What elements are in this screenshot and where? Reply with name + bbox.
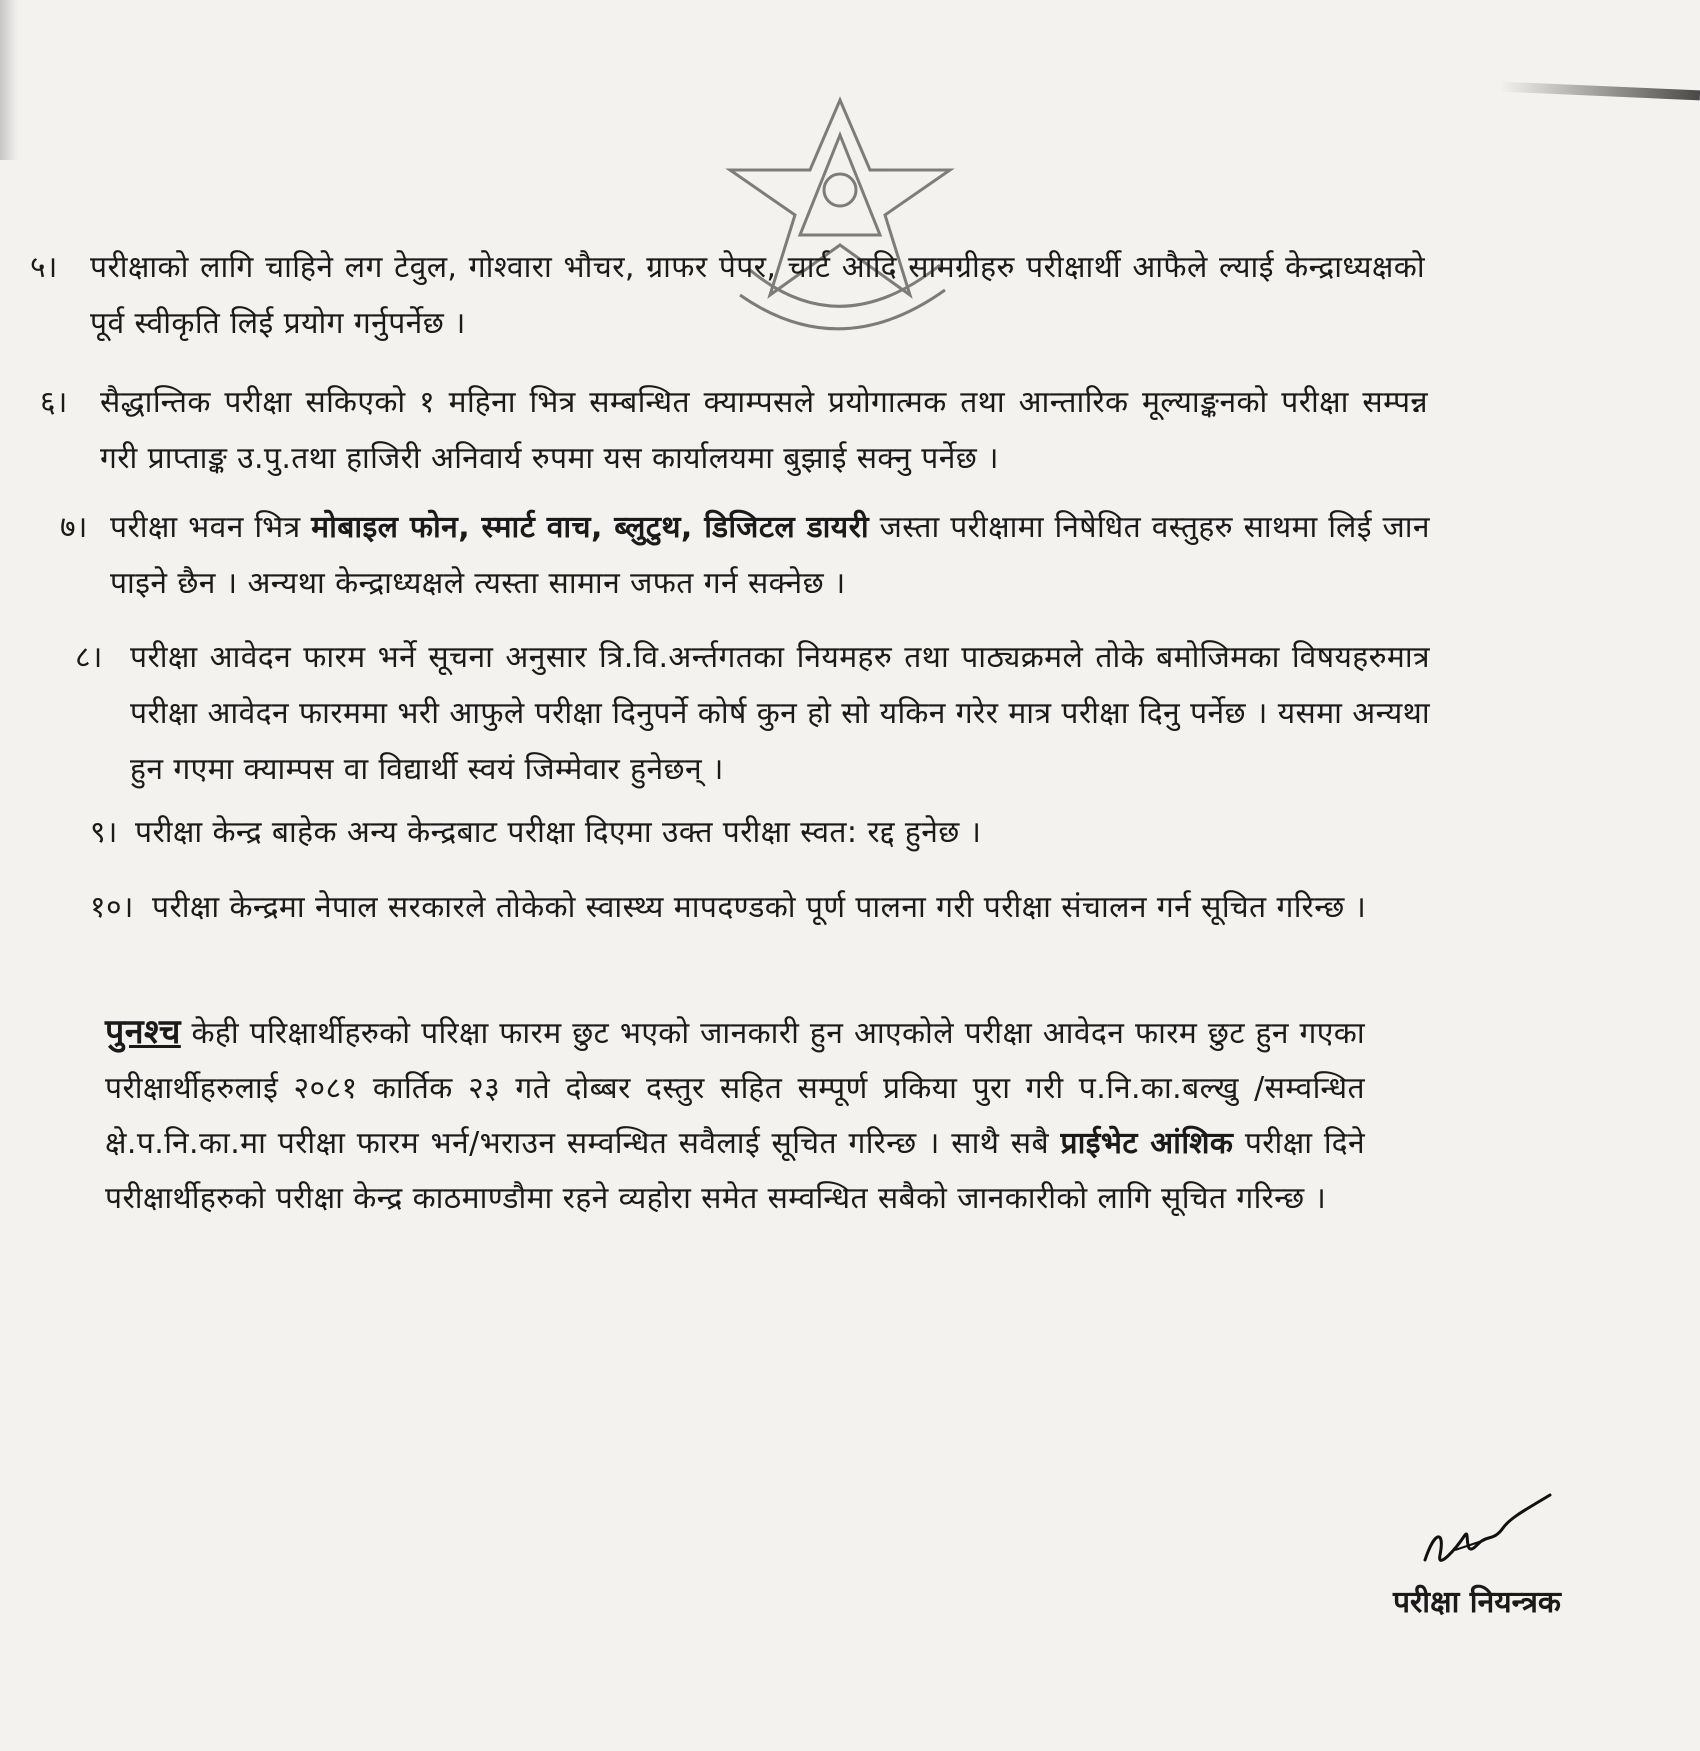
item-number: ८। [75, 640, 103, 675]
postscript-text-before: केही परिक्षार्थीहरुको परिक्षा फारम छुट भएको जानकारी हुन आएकोले परीक्षा आवेदन फारम छुट हुन गएका परीक्षार्थीहरुलाई २०८१ कार्तिक २३ गते दोब्बर दस्तुर सहित सम्पूर्ण प्रकिया पुरा गरी प.नि.का.बल्खु /सम्वन्धित क्षे.प.नि.का.मा परीक्षा फारम भर्न/भराउन सम्वन्धित सवैलाई सूचित गरिन्छ । साथै सबै [105, 1016, 1366, 1161]
handwritten-signature [1415, 1490, 1555, 1580]
notice-item-5 [30, 240, 1430, 360]
postscript-note [105, 1005, 1395, 1245]
item-text-before: परीक्षा भवन भित्र [110, 510, 301, 545]
item-text-after: जस्ता परीक्षामा निषेधित वस्तुहरु साथमा लिई जान पाइने छैन । अन्यथा केन्द्राध्यक्षले त्यस्ता सामान जफत गर्न सक्नेछ । [110, 510, 1430, 601]
item-text-bold: मोबाइल फोन, स्मार्ट वाच, ब्लुटुथ, डिजिटल डायरी [311, 510, 870, 545]
item-text [110, 500, 1430, 612]
postscript-heading: पुनश्च [105, 1012, 181, 1052]
item-text: परीक्षा आवेदन फारम भर्ने सूचना अनुसार त्रि.वि.अर्न्तगतका नियमहरु तथा पाठ्यक्रमले तोके बमोजिमका विषयहरुमात्र परीक्षा आवेदन फारममा भरी आफुले परीक्षा दिनुपर्ने कोर्ष कुन हो सो यकिन गरेर मात्र परीक्षा दिनु पर्नेछ । यसमा अन्यथा हुन गएमा क्याम्पस वा विद्यार्थी स्वयं जिम्मेवार हुनेछन् । [130, 640, 1430, 787]
notice-item-10 [90, 880, 1410, 1000]
item-number: ६। [40, 385, 68, 420]
item-number: ७। [60, 510, 88, 545]
item-number: ५। [30, 250, 58, 285]
scan-edge-shadow [0, 0, 18, 160]
notice-item-6 [40, 375, 1440, 495]
notice-item-9 [90, 805, 1390, 865]
item-text: परीक्षा केन्द्र बाहेक अन्य केन्द्रबाट परीक्षा दिएमा उक्त परीक्षा स्वत: रद्द हुनेछ । [135, 815, 982, 850]
signer-title: परीक्षा नियन्त्रक [1393, 1585, 1561, 1620]
item-text: सैद्धान्तिक परीक्षा सकिएको १ महिना भित्र सम्बन्धित क्याम्पसले प्रयोगात्मक तथा आन्तारिक मूल्याङ्कनको परीक्षा सम्पन्न गरी प्राप्ताङ्क उ.पु.तथा हाजिरी अनिवार्य रुपमा यस कार्यालयमा बुझाई सक्नु पर्नेछ । [100, 385, 1428, 476]
postscript-text-after: परीक्षा दिने परीक्षार्थीहरुको परीक्षा केन्द्र काठमाण्डौमा रहने व्यहोरा समेत सम्वन्धित सबैको जानकारीको लागि सूचित गरिन्छ । [105, 1126, 1366, 1216]
notice-item-7 [60, 500, 1450, 620]
item-text: परीक्षाको लागि चाहिने लग टेवुल, गोश्वारा भौचर, ग्राफर पेपर, चार्ट आदि सामग्रीहरु परीक्षार्थी आफैले ल्याई केन्द्राध्यक्षको पूर्व स्वीकृति लिई प्रयोग गर्नुपर्नेछ । [90, 250, 1425, 341]
scan-smudge [1500, 82, 1700, 101]
item-text: परीक्षा केन्द्रमा नेपाल सरकारले तोकेको स्वास्थ्य मापदण्डको पूर्ण पालना गरी परीक्षा संचालन गर्न सूचित गरिन्छ । [152, 890, 1367, 925]
item-number: १०। [90, 890, 134, 925]
notice-item-8 [75, 630, 1455, 800]
postscript-text [105, 1005, 1365, 1226]
item-number: ९। [90, 815, 118, 850]
postscript-text-bold: प्राईभेट आंशिक [1060, 1126, 1234, 1161]
